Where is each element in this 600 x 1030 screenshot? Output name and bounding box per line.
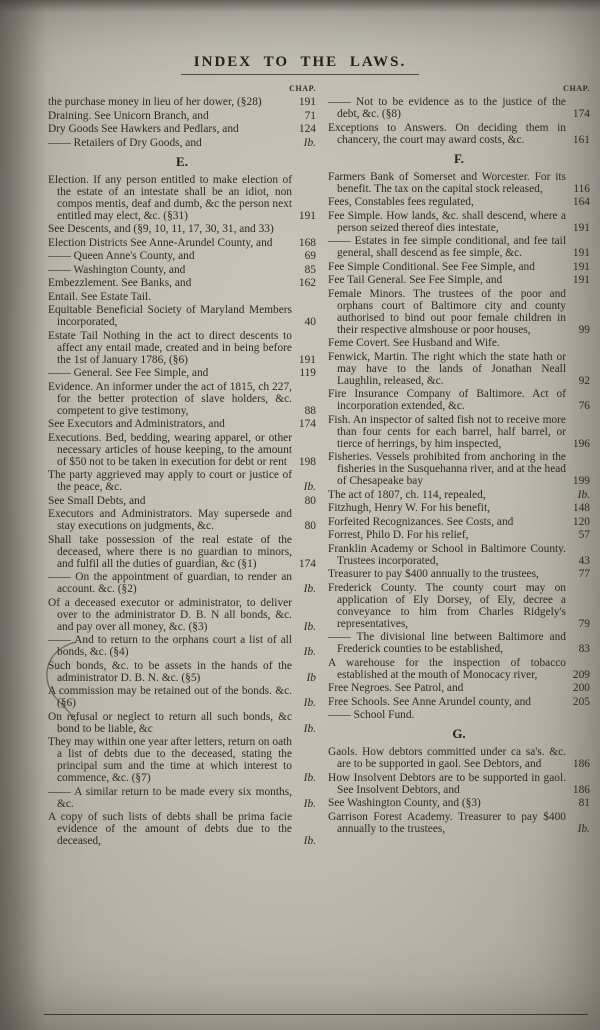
entry-text: Feme Covert. See Husband and Wife.: [328, 337, 500, 349]
entry-chapter-number: 80: [304, 520, 316, 532]
index-entry: [48, 495, 316, 507]
entry-text: —— Washington County, and: [48, 263, 186, 276]
index-entry: [48, 123, 316, 135]
entry-text: Embezzlement. See Banks, and: [48, 277, 192, 289]
index-entry: [328, 529, 590, 541]
entry-chapter-number: 124: [298, 123, 316, 135]
entry-text: —— Estates in fee simple conditional, and fee tail general, shall descend as fee simple, &c.: [328, 235, 566, 259]
index-entry: [48, 223, 316, 235]
entry-chapter-number: Ib.: [303, 835, 316, 847]
index-entry: [328, 797, 590, 809]
entry-chapter-number: 191: [298, 209, 316, 222]
entry-text: Dry Goods See Hawkers and Pedlars, and: [48, 123, 239, 135]
section-heading: E.: [176, 153, 188, 169]
entry-text: Evidence. An informer under the act of 1815, ch 227, for the better protection of slave holders, &c. competent to give testimony,: [48, 380, 292, 417]
entry-text: —— Queen Anne's County, and: [48, 250, 195, 262]
index-entry: [48, 250, 316, 262]
entry-chapter-number: Ib.: [303, 772, 316, 784]
entry-text: The party aggrieved may apply to court or justice of the peace, &c.: [48, 469, 292, 493]
index-entry: [328, 696, 590, 708]
index-entry: [48, 110, 316, 122]
entry-text: How Insolvent Debtors are to be supported in gaol. See Insolvent Debtors, and: [328, 771, 566, 796]
entry-chapter-number: Ib.: [577, 488, 590, 501]
entry-chapter-number: 92: [578, 374, 590, 387]
entry-text: Free Schools. See Anne Arundel county, and: [328, 695, 531, 708]
index-entry: [48, 571, 316, 595]
entry-text: Fisheries. Vessels prohibited from anchoring in the fisheries in the Susquehanna river, and at the head of Chesapeake bay: [328, 451, 566, 487]
index-entry: [328, 709, 590, 721]
entry-chapter-number: 186: [572, 783, 590, 796]
entry-text: Executions. Bed, bedding, wearing apparel, or other necessary articles of house keeping, to the amount of $50 not to be taken in execution for debt or rent: [48, 431, 292, 468]
entry-chapter-number: 116: [573, 182, 590, 195]
entry-text: Fire Insurance Company of Baltimore. Act of incorporation extended, &c.: [328, 388, 566, 412]
index-entry: [328, 582, 590, 630]
index-entry: [328, 543, 590, 567]
index-entry: [48, 685, 316, 709]
entry-text: Frederick County. The county court may on application of Ely Dorsey, of Ely, decree a conveyance to him from Charles Ridgely's representatives,: [328, 581, 566, 630]
entry-text: On refusal or neglect to return all such bonds, &c bond to be liable, &c: [48, 710, 292, 735]
entry-text: —— Not to be evidence as to the justice of the debt, &c. (§8): [328, 96, 566, 120]
entry-chapter-number: 196: [572, 437, 590, 450]
entry-chapter-number: Ib.: [303, 481, 316, 493]
index-entry: [48, 786, 316, 810]
entry-text: —— And to return to the orphans court a list of all bonds, &c. (§4): [48, 634, 292, 658]
entry-text: Entail. See Estate Tail.: [48, 290, 152, 303]
index-entry: [48, 174, 316, 222]
entry-chapter-number: 85: [304, 263, 316, 276]
entry-chapter-number: 81: [578, 797, 590, 809]
entry-text: Fee Simple. How lands, &c. shall descend, where a person seized thereof dies intestate,: [328, 209, 566, 234]
entry-chapter-number: 80: [304, 494, 316, 507]
index-entry: [48, 534, 316, 570]
entry-chapter-number: 164: [572, 196, 590, 208]
entry-chapter-number: 148: [572, 502, 590, 514]
entry-chapter-number: 191: [572, 247, 590, 259]
index-entry: [328, 210, 590, 234]
entry-chapter-number: Ib.: [303, 620, 316, 633]
entry-chapter-number: 191: [298, 353, 316, 366]
index-entry: [328, 337, 590, 349]
title-rule: [181, 74, 419, 75]
entry-chapter-number: 200: [572, 682, 590, 694]
entry-chapter-number: 186: [572, 758, 590, 770]
entry-chapter-number: 43: [578, 554, 590, 567]
entry-chapter-number: 76: [578, 400, 590, 412]
entry-text: —— School Fund.: [328, 709, 415, 721]
section-heading: F.: [454, 150, 464, 166]
index-entry: [48, 418, 316, 430]
entry-text: Draining. See Unicorn Branch, and: [48, 109, 209, 122]
entry-text: Treasurer to pay $400 annually to the trustees,: [328, 568, 539, 580]
entry-text: —— A similar return to be made every six months, &c.: [48, 785, 292, 810]
entry-chapter-number: Ib.: [303, 136, 316, 149]
entry-chapter-number: 198: [298, 455, 316, 468]
section-heading: G.: [452, 726, 466, 741]
index-columns: [0, 96, 600, 849]
index-entry: [328, 682, 590, 694]
index-entry: [328, 235, 590, 259]
index-entry: [328, 388, 590, 412]
bottom-rule: [44, 1014, 588, 1015]
chap-header-right: CHAP.: [563, 84, 590, 93]
index-entry: [328, 516, 590, 528]
entry-chapter-number: 168: [298, 236, 316, 249]
entry-chapter-number: Ib: [306, 671, 316, 684]
entry-text: —— General. See Fee Simple, and: [48, 367, 209, 379]
entry-text: Gaols. How debtors committed under ca sa's. &c. are to be supported in gaol. See Debtors, and: [328, 746, 566, 770]
entry-text: Fitzhugh, Henry W. For his benefit,: [328, 502, 490, 514]
index-entry: [328, 489, 590, 501]
entry-text: Female Minors. The trustees of the poor and orphans court of Baltimore city and county authorised to bind out poor female children in their respective almshouse or poor houses,: [328, 287, 566, 336]
entry-text: A warehouse for the inspection of tobacco established at the mouth of Monocacy river,: [328, 656, 566, 681]
entry-chapter-number: 174: [298, 418, 316, 430]
entry-text: Franklin Academy or School in Baltimore County. Trustees incorporated,: [328, 542, 566, 567]
index-entry: [328, 746, 590, 770]
entry-chapter-number: 119: [299, 367, 316, 379]
index-entry: [48, 137, 316, 149]
entry-chapter-number: 88: [304, 404, 316, 417]
index-entry: [328, 568, 590, 580]
entry-text: Executors and Administrators. May supersede and stay executions on judgments, &c.: [48, 508, 292, 532]
entry-text: Garrison Forest Academy. Treasurer to pay $400 annually to the trustees,: [328, 810, 566, 835]
index-entry: [48, 96, 316, 108]
index-entry: [328, 772, 590, 796]
entry-chapter-number: 191: [298, 96, 316, 108]
entry-text: Forfeited Recognizances. See Costs, and: [328, 515, 514, 528]
entry-text: Shall take possession of the real estate of the deceased, where there is no guardian to minors, and fulfil all the duties of guardian, &c (§1): [48, 533, 292, 570]
chapter-header-row: [0, 84, 600, 93]
index-entry: [328, 171, 590, 195]
index-entry: [328, 657, 590, 681]
entry-chapter-number: Ib.: [303, 722, 316, 735]
entry-text: See Washington County, and (§3): [328, 797, 481, 809]
entry-text: Fees, Constables fees regulated,: [328, 196, 474, 208]
entry-chapter-number: 174: [298, 557, 316, 570]
index-entry: [48, 469, 316, 493]
entry-text: Exceptions to Answers. On deciding them in chancery, the court may award costs, &c.: [328, 121, 566, 146]
entry-text: Fish. An inspector of salted fish not to receive more than four cents for each barrel, half barrel, or tierce of herrings, by him inspected,: [328, 413, 566, 450]
index-entry: [328, 811, 590, 835]
entry-chapter-number: 191: [572, 260, 590, 273]
entry-chapter-number: 191: [572, 221, 590, 234]
entry-text: They may within one year after letters, return on oath a list of debts due to the deceased, stating the principal sum and the time at which interest to commence, &c. (§7): [48, 736, 292, 784]
entry-text: See Executors and Administrators, and: [48, 418, 225, 430]
entry-text: Fee Tail General. See Fee Simple, and: [328, 274, 503, 286]
index-entry: [48, 597, 316, 633]
index-column-right: [328, 96, 590, 836]
entry-chapter-number: 71: [304, 109, 316, 122]
entry-chapter-number: 83: [578, 643, 590, 655]
index-entry: [328, 631, 590, 655]
index-entry: [328, 451, 590, 487]
entry-text: —— On the appointment of guardian, to render an account. &c. (§2): [48, 571, 292, 595]
index-entry: [48, 508, 316, 532]
index-entry: [48, 330, 316, 366]
entry-text: Such bonds, &c. to be assets in the hands of the administrator D. B. N. &c. (§5): [48, 659, 292, 684]
index-entry: [48, 811, 316, 847]
entry-chapter-number: 120: [572, 515, 590, 528]
entry-chapter-number: 77: [578, 568, 590, 580]
entry-text: Of a deceased executor or administrator, to deliver over to the administrator D. B. N all bonds, &c. and pay over all money, &c. (§3): [48, 596, 292, 633]
entry-chapter-number: Ib.: [577, 822, 590, 835]
index-entry: [48, 711, 316, 735]
entry-chapter-number: 199: [572, 475, 590, 487]
index-entry: [48, 381, 316, 417]
entry-chapter-number: 191: [572, 274, 590, 286]
entry-chapter-number: 69: [304, 250, 316, 262]
entry-chapter-number: 174: [572, 108, 590, 120]
entry-chapter-number: Ib.: [303, 697, 316, 709]
chap-header-left: CHAP.: [289, 84, 316, 93]
index-entry: [48, 634, 316, 658]
entry-chapter-number: 209: [572, 668, 590, 681]
entry-text: A copy of such lists of debts shall be prima facie evidence of the amount of debts due to the deceased,: [48, 811, 292, 847]
index-entry: [48, 237, 316, 249]
index-entry: [328, 122, 590, 146]
entry-text: —— Retailers of Dry Goods, and: [48, 136, 202, 149]
entry-text: Election Districts See Anne-Arundel County, and: [48, 236, 273, 249]
entry-text: See Descents, and (§9, 10, 11, 17, 30, 31, and 33): [48, 223, 274, 235]
index-entry: [48, 304, 316, 328]
entry-chapter-number: 162: [298, 277, 316, 289]
entry-text: Forrest, Philo D. For his relief,: [328, 529, 469, 541]
index-entry: [328, 274, 590, 286]
entry-text: See Small Debts, and: [48, 494, 146, 507]
index-entry: [48, 432, 316, 468]
index-entry: [328, 351, 590, 387]
entry-text: The act of 1807, ch. 114, repealed,: [328, 488, 486, 501]
entry-chapter-number: 99: [578, 323, 590, 336]
index-entry: [48, 736, 316, 784]
entry-text: Equitable Beneficial Society of Maryland Members incorporated,: [48, 304, 292, 328]
entry-text: Estate Tail Nothing in the act to direct descents to affect any entail made, created and in being before the 1st of January 1786, (§6): [48, 329, 292, 366]
index-entry: [328, 288, 590, 336]
entry-chapter-number: 161: [572, 133, 590, 146]
index-entry: [328, 261, 590, 273]
page-title: INDEX TO THE LAWS.: [193, 54, 407, 70]
entry-text: —— The divisional line between Baltimore and Frederick counties to be established,: [328, 631, 566, 655]
index-entry: [48, 277, 316, 289]
index-entry: [48, 264, 316, 276]
index-column-left: [48, 96, 316, 849]
entry-text: A commission may be retained out of the bonds. &c. (§6): [48, 685, 292, 709]
entry-text: Fee Simple Conditional. See Fee Simple, and: [328, 260, 535, 273]
entry-chapter-number: 79: [578, 617, 590, 630]
index-entry: [328, 414, 590, 450]
entry-chapter-number: 205: [572, 695, 590, 708]
index-entry: [328, 502, 590, 514]
entry-chapter-number: 57: [578, 529, 590, 541]
entry-chapter-number: Ib.: [303, 583, 316, 595]
entry-text: Fenwick, Martin. The right which the state hath or may have to the lands of Jonathan Neall Laughlin, released, &c.: [328, 350, 566, 387]
entry-chapter-number: 40: [304, 316, 316, 328]
entry-text: the purchase money in lieu of her dower, (§28): [48, 96, 262, 108]
index-entry: [48, 367, 316, 379]
index-entry: [328, 96, 590, 120]
entry-chapter-number: Ib.: [303, 646, 316, 658]
entry-chapter-number: Ib.: [303, 797, 316, 810]
entry-text: Election. If any person entitled to make election of the estate of an intestate shall be an idiot, non compos mentis, deaf and dumb, &c the person next entitled may elect, &c. (§31): [48, 173, 292, 222]
index-entry: [48, 291, 316, 303]
entry-text: Free Negroes. See Patrol, and: [328, 682, 464, 694]
index-entry: [328, 196, 590, 208]
entry-text: Farmers Bank of Somerset and Worcester. For its benefit. The tax on the capital stock released,: [328, 170, 566, 195]
index-entry: [48, 660, 316, 684]
